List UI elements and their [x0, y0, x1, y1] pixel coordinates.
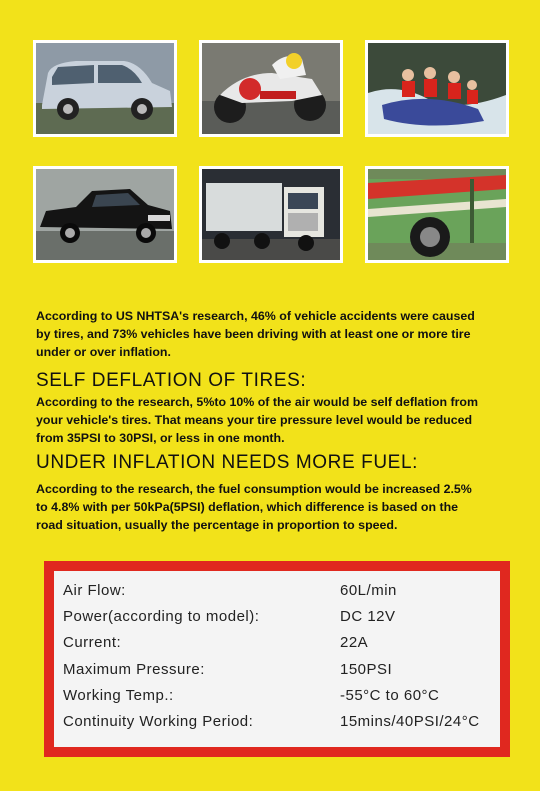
motorcycle-photo — [202, 43, 340, 134]
minivan-photo — [36, 43, 174, 134]
spec-value: 150PSI — [340, 661, 393, 678]
spec-value: 22A — [340, 634, 369, 651]
spec-row-working-temp — [54, 687, 500, 713]
self-deflation-heading: SELF DEFLATION OF TIRES: — [36, 370, 307, 391]
intro-line: by tires, and 73% vehicles have been driving with at least one or more tire — [36, 327, 471, 341]
spec-label: Air Flow: — [63, 582, 126, 599]
spec-row-current — [54, 634, 500, 660]
spec-table-frame — [44, 561, 510, 757]
photo-minivan — [33, 40, 177, 137]
rafting-photo — [368, 43, 506, 134]
paragraph-line: to 4.8% with per 50kPa(5PSI) deflation, which difference is based on the — [36, 500, 459, 514]
spec-row-air-flow — [54, 582, 500, 608]
spec-label: Current: — [63, 634, 122, 651]
spec-value: 15mins/40PSI/24°C — [340, 713, 480, 730]
truck-photo — [202, 169, 340, 260]
spec-label: Continuity Working Period: — [63, 713, 254, 730]
photo-grid — [0, 0, 540, 280]
paragraph-line: road situation, usually the percentage in proportion to speed. — [36, 518, 398, 532]
spec-table — [54, 571, 500, 747]
paragraph-line: from 35PSI to 30PSI, or less in one month. — [36, 431, 285, 445]
under-inflation-heading: UNDER INFLATION NEEDS MORE FUEL: — [36, 452, 418, 473]
photo-motorcycle — [199, 40, 343, 137]
paragraph-line: your vehicle's tires. That means your tire pressure level would be reduced — [36, 413, 473, 427]
bus-photo — [368, 169, 506, 260]
spec-label: Working Temp.: — [63, 687, 174, 704]
intro-line: under or over inflation. — [36, 345, 171, 359]
intro-paragraph — [36, 307, 526, 361]
spec-label: Maximum Pressure: — [63, 661, 205, 678]
photo-rafting — [365, 40, 509, 137]
photo-truck — [199, 166, 343, 263]
photo-bus — [365, 166, 509, 263]
photo-sedan — [33, 166, 177, 263]
sedan-photo — [36, 169, 174, 260]
paragraph-line: According to the research, 5%to 10% of the air would be self deflation from — [36, 395, 479, 409]
spec-value: 60L/min — [340, 582, 397, 599]
paragraph-line: According to the research, the fuel consumption would be increased 2.5% — [36, 482, 472, 496]
intro-line: According to US NHTSA's research, 46% of vehicle accidents were caused — [36, 309, 475, 323]
spec-label: Power(according to model): — [63, 608, 260, 625]
self-deflation-paragraph — [36, 393, 526, 447]
spec-value: DC 12V — [340, 608, 396, 625]
spec-row-max-pressure — [54, 661, 500, 687]
spec-row-working-period — [54, 713, 500, 739]
spec-row-power — [54, 608, 500, 634]
under-inflation-paragraph — [36, 480, 526, 534]
spec-value: -55°C to 60°C — [340, 687, 440, 704]
